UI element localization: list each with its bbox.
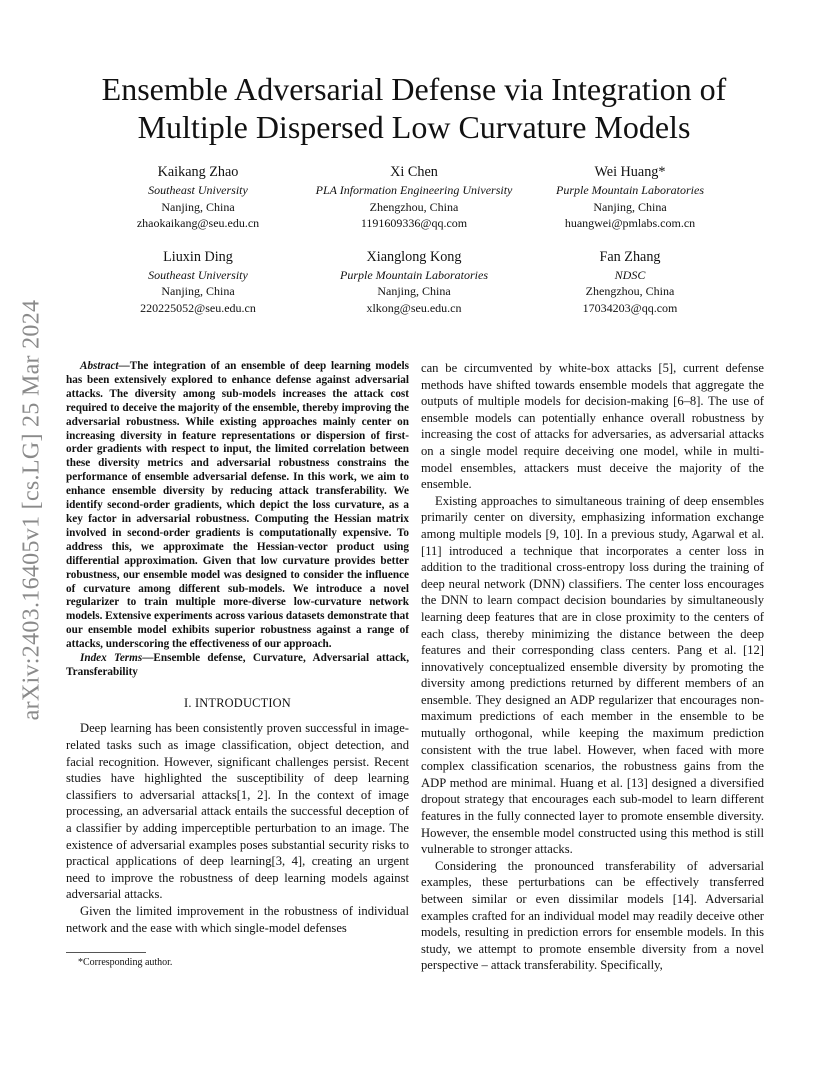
footnote-corresponding-author: *Corresponding author. xyxy=(78,957,173,968)
author-email: xlkong@seu.edu.cn xyxy=(366,300,462,315)
author-row-2 xyxy=(90,247,738,317)
author-location: Nanjing, China xyxy=(161,199,235,214)
author-card xyxy=(90,162,306,232)
right-paragraph-2: Existing approaches to simultaneous training of deep ensembles primarily center on diversity, emphasizing information exchange among multiple models [9, 10]. In a previous study, Agarwal et al. [11] introduced a technique that incorporates a center loss in addition to the traditional cross-entropy loss during the training of deep neural network (DNN) classifiers. The center loss encourages the DNN to learn compact decision boundaries by simultaneously learning deep features that are in close proximity to the centers of each class, thereby minimizing the distance between the deep features and their corresponding class centers. Pang et al. [12] innovatively conceptualized ensemble diversity by promoting the diversity among predictions returned by different members of an ensemble. They designed an ADP regularizer that encourages non-maximum predictions of each member in the ensemble to be mutually orthogonal, while keeping the maximum prediction consistent with the true label. However, when faced with more complex classification scenarios, the robustness gains from the ADP method are minimal. Huang et al. [13] designed a diversified dropout strategy that encourages each sub-model to learn different features in the fully connected layer to promote ensemble diversity. However, the ensemble model constructed using this method is still vulnerable to stronger attacks. xyxy=(421,493,764,857)
right-column xyxy=(421,360,764,974)
author-affiliation: Purple Mountain Laboratories xyxy=(339,267,488,282)
author-name: Fan Zhang xyxy=(599,248,661,265)
abstract-label: Abstract xyxy=(80,360,119,372)
author-email: 1191609336@qq.com xyxy=(360,216,468,230)
author-block xyxy=(90,162,738,331)
author-name: Kaikang Zhao xyxy=(157,164,239,180)
title-line-1: Ensemble Adversarial Defense via Integration of xyxy=(101,71,727,107)
author-row-1 xyxy=(90,162,738,232)
author-affiliation: Southeast University xyxy=(148,267,248,282)
right-paragraph-1: can be circumvented by white-box attacks [5], current defense methods have shifted towards ensemble models that aggregate the outputs of multiple models for decision-making [6–8]. The use of ensemble models can potentially enhance overall robustness by increasing the cost of attacks for adversaries, as adversarial attacks on a single model require deceiving one model, while in multi-model ensembles, attackers must deceive the majority of the ensemble. xyxy=(421,361,764,492)
author-affiliation: Southeast University xyxy=(148,183,248,197)
index-terms-label: Index Terms xyxy=(80,652,143,665)
abstract-paragraph xyxy=(66,360,409,652)
author-card xyxy=(306,162,522,232)
index-terms-text: —Ensemble defense, Curvature, Adversarial attack, Transferability xyxy=(66,652,409,678)
author-card xyxy=(306,247,522,317)
author-email: 220225052@seu.edu.cn xyxy=(140,300,256,315)
author-card xyxy=(522,162,738,232)
author-location: Zhengzhou, China xyxy=(585,284,675,298)
intro-paragraph-2: Given the limited improvement in the robustness of individual network and the ease with which single-model defenses xyxy=(66,903,409,935)
author-affiliation: NDSC xyxy=(614,267,646,282)
author-card xyxy=(522,247,738,317)
abstract-text: —The integration of an ensemble of deep learning models has been extensively explored to enhance defense against adversarial attacks. The diversity among sub-models increases the attack cost required to deceive the majority of the ensemble, thereby improving the adversarial robustness. While existing approaches mainly center on increasing diversity in feature representations or dispersion of first-order gradients with respect to input, the limited correlation between these diversity metrics and adversarial robustness constrains the performance of ensemble adversarial defense. In this work, we aim to enhance ensemble diversity by reducing attack transferability. We identify second-order gradients, which depict the loss curvature, as a key factor in adversarial robustness. Computing the Hessian matrix involved in second-order gradients is computationally expensive. To address this, we approximate the Hessian-vector product using differential approximation. Given that low curvature provides better robustness, our ensemble model was designed to consider the influence of curvature among different sub-models. We introduce a novel regularizer to train multiple more-diverse low-curvature network models. Extensive experiments across various datasets demonstrate that our ensemble model exhibits superior robustness against a range of attacks, underscoring the effectiveness of our approach. xyxy=(66,360,409,651)
index-terms-paragraph xyxy=(66,652,409,680)
author-email: huangwei@pmlabs.com.cn xyxy=(564,216,696,230)
author-location: Nanjing, China xyxy=(593,199,667,214)
author-card xyxy=(90,247,306,317)
author-affiliation: PLA Information Engineering University xyxy=(315,183,513,197)
paper-title xyxy=(60,70,768,146)
intro-paragraph-1: Deep learning has been consistently proven successful in image-related tasks such as image classification, object detection, and facial recognition. However, significant challenges persist. Recent studies have highlighted the susceptibility of deep learning classifiers to adversarial attacks[1, 2]. In the context of image processing, an adversarial attack entails the successful deception of a classifier by adding imperceptible perturbation to an image. The existence of adversarial examples poses substantial security risks to practical applications of deep learning[3, 4], creating an urgent need to improve the robustness of deep learning models against adversarial attacks. xyxy=(66,721,409,902)
author-email: 17034203@qq.com xyxy=(582,300,678,315)
title-line-2: Multiple Dispersed Low Curvature Models xyxy=(137,109,691,145)
author-location: Nanjing, China xyxy=(161,284,235,298)
author-name: Wei Huang* xyxy=(594,164,666,180)
arxiv-identifier: arXiv:2403.16405v1 [cs.LG] 25 Mar 2024 xyxy=(18,299,45,721)
author-name: Xianglong Kong xyxy=(366,248,462,265)
right-paragraph-3: Considering the pronounced transferability of adversarial examples, these perturbations can be effectively transferred between similar or even dissimilar models [14]. Adversarial examples crafted for an individual model may readily deceive other models, resulting in prediction errors for ensemble models. In this study, we attempt to promote ensemble diversity from a novel perspective – attack transferability. Specifically, xyxy=(421,858,764,973)
author-name: Xi Chen xyxy=(390,164,438,180)
author-affiliation: Purple Mountain Laboratories xyxy=(555,183,704,197)
abstract xyxy=(66,360,409,680)
author-name: Liuxin Ding xyxy=(163,248,233,265)
footnote-divider xyxy=(66,952,146,953)
author-location: Nanjing, China xyxy=(377,284,451,298)
arxiv-sidebar-stamp xyxy=(2,290,62,730)
section-heading-introduction: I. INTRODUCTION xyxy=(184,695,291,710)
left-column xyxy=(66,360,409,936)
author-email: zhaokaikang@seu.edu.cn xyxy=(136,216,260,230)
author-location: Zhengzhou, China xyxy=(369,199,459,214)
